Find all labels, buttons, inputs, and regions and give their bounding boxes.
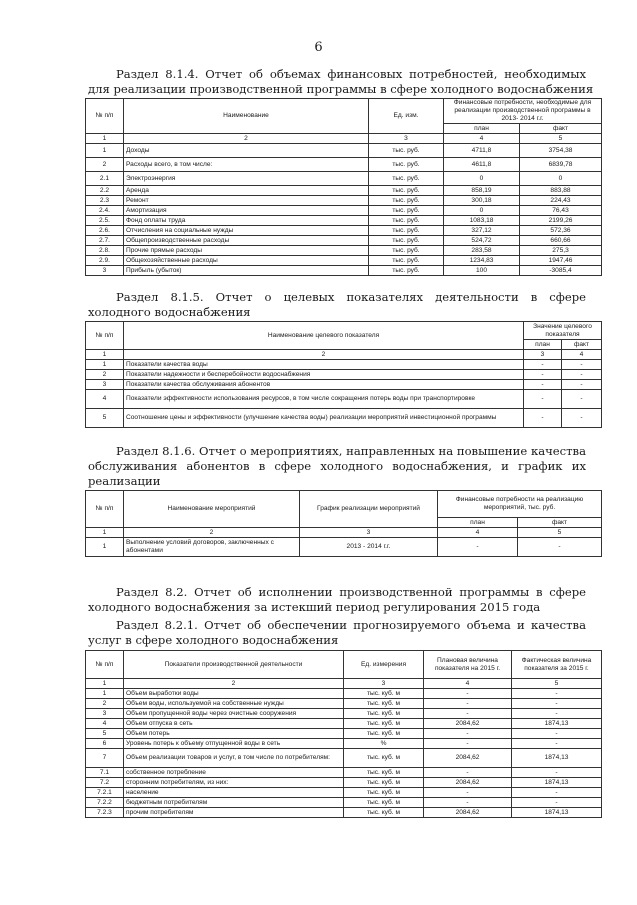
table-cell: Общепроизводственные расходы bbox=[124, 236, 369, 246]
column-number: 2 bbox=[124, 528, 300, 538]
table-cell: - bbox=[524, 360, 562, 370]
table-row bbox=[86, 172, 602, 186]
table-row bbox=[86, 538, 602, 557]
table-cell: 4711,8 bbox=[444, 144, 520, 158]
table-cell: - bbox=[512, 798, 602, 808]
table-cell: тыс. куб. м bbox=[344, 778, 424, 788]
table-cell: - bbox=[512, 699, 602, 709]
table-cell: - bbox=[562, 360, 602, 370]
section-8-1-6-title-line2: обслуживания абонентов в сфере холодного водоснабжения, и график их bbox=[88, 459, 586, 473]
table-cell: - bbox=[512, 729, 602, 739]
table-row bbox=[86, 246, 602, 256]
table-cell: Доходы bbox=[124, 144, 369, 158]
table-cell: 7.1 bbox=[86, 768, 124, 778]
column-number: 4 bbox=[444, 134, 520, 144]
table-cell: 1 bbox=[86, 689, 124, 699]
table-cell: тыс. куб. м bbox=[344, 768, 424, 778]
table-cell: Показатели надежности и бесперебойности водоснабжения bbox=[124, 370, 524, 380]
section-8-2-title-line1: Раздел 8.2. Отчет об исполнении производственной программы в сфере bbox=[116, 585, 586, 599]
table-cell: тыс. куб. м bbox=[344, 719, 424, 729]
col-header-finance: Финансовые потребности, необходимые для реализации производственной программы в 2013- 2014 г.г. bbox=[444, 99, 602, 124]
table-cell: 572,36 bbox=[520, 226, 602, 236]
table-cell: тыс. руб. bbox=[369, 196, 444, 206]
table-cell: 1234,83 bbox=[444, 256, 520, 266]
table-cell: 3754,38 bbox=[520, 144, 602, 158]
table-cell: % bbox=[344, 739, 424, 749]
table-cell: Выполнение условий договоров, заключенных с абонентами bbox=[124, 538, 300, 557]
table-cell: - bbox=[424, 729, 512, 739]
table-cell: Объем воды, используемой на собственные нужды bbox=[124, 699, 344, 709]
table-cell: 327,12 bbox=[444, 226, 520, 236]
table-cell: Объем выработки воды bbox=[124, 689, 344, 699]
table-cell: - bbox=[438, 538, 518, 557]
table-cell: тыс. руб. bbox=[369, 144, 444, 158]
table-cell: 2 bbox=[86, 699, 124, 709]
table-cell: прочим потребителям bbox=[124, 808, 344, 818]
table-cell: 76,43 bbox=[520, 206, 602, 216]
table-cell: 1947,46 bbox=[520, 256, 602, 266]
table-cell: 3 bbox=[86, 266, 124, 276]
section-8-2-1-title-line2: услуг в сфере холодного водоснабжения bbox=[88, 633, 339, 647]
table-cell: 0 bbox=[444, 206, 520, 216]
table-cell: 2084,62 bbox=[424, 808, 512, 818]
table-cell: 660,66 bbox=[520, 236, 602, 246]
table-cell: 1874,13 bbox=[512, 749, 602, 768]
table-cell: тыс. руб. bbox=[369, 186, 444, 196]
table-cell: 2.1 bbox=[86, 172, 124, 186]
table-cell: Уровень потерь к объему отпущенной воды в сеть bbox=[124, 739, 344, 749]
table-cell: 4 bbox=[86, 390, 124, 409]
col-header-plan: план bbox=[444, 124, 520, 134]
table-cell: Отчисления на социальные нужды bbox=[124, 226, 369, 236]
col-header-num: № п/п bbox=[86, 99, 124, 134]
section-8-1-6-title-line1: Раздел 8.1.6. Отчет о мероприятиях, направленных на повышение качества bbox=[116, 444, 586, 458]
column-number: 1 bbox=[86, 134, 124, 144]
col-header-name: Наименование мероприятий bbox=[124, 491, 300, 528]
table-cell: Объем потерь bbox=[124, 729, 344, 739]
table-cell: 5 bbox=[86, 409, 124, 428]
section-8-1-6-title-line3: реализации bbox=[88, 474, 161, 488]
column-number: 5 bbox=[512, 679, 602, 689]
col-header-plan: план bbox=[524, 340, 562, 350]
table-cell: тыс. куб. м bbox=[344, 749, 424, 768]
table-row bbox=[86, 739, 602, 749]
table-cell: 2.6. bbox=[86, 226, 124, 236]
table-cell: Электроэнергия bbox=[124, 172, 369, 186]
table-cell: 2 bbox=[86, 370, 124, 380]
col-header-name: Показатели производственной деятельности bbox=[124, 651, 344, 679]
column-number: 4 bbox=[562, 350, 602, 360]
col-header-unit: Ед. измерения bbox=[344, 651, 424, 679]
table-cell: - bbox=[524, 390, 562, 409]
table-row bbox=[86, 380, 602, 390]
table-cell: - bbox=[424, 788, 512, 798]
table-cell: тыс. руб. bbox=[369, 236, 444, 246]
table-cell: тыс. куб. м bbox=[344, 689, 424, 699]
table-row bbox=[86, 390, 602, 409]
table-row bbox=[86, 409, 602, 428]
table-cell: -3085,4 bbox=[520, 266, 602, 276]
table-cell: 7.2.1 bbox=[86, 788, 124, 798]
table-row bbox=[86, 266, 602, 276]
table-cell: тыс. руб. bbox=[369, 158, 444, 172]
table-cell: 883,88 bbox=[520, 186, 602, 196]
table-cell: 1083,18 bbox=[444, 216, 520, 226]
table-cell: 7.2.3 bbox=[86, 808, 124, 818]
table-cell: тыс. куб. м bbox=[344, 729, 424, 739]
table-row bbox=[86, 360, 602, 370]
col-header-num: № п/п bbox=[86, 491, 124, 528]
table-cell: - bbox=[524, 370, 562, 380]
table-cell: - bbox=[562, 390, 602, 409]
section-8-2-1-title-line1: Раздел 8.2.1. Отчет об обеспечении прогнозируемого объема и качества bbox=[116, 618, 586, 632]
table-row bbox=[86, 719, 602, 729]
table-row bbox=[86, 186, 602, 196]
table-cell: - bbox=[512, 788, 602, 798]
col-header-num: № п/п bbox=[86, 322, 124, 350]
table-cell: 7.2 bbox=[86, 778, 124, 788]
table-cell: Общехозяйственные расходы bbox=[124, 256, 369, 266]
table-row bbox=[86, 158, 602, 172]
table-row bbox=[86, 236, 602, 246]
table-cell: 2084,62 bbox=[424, 778, 512, 788]
table-row bbox=[86, 196, 602, 206]
column-number: 2 bbox=[124, 134, 369, 144]
col-header-fact: факт bbox=[518, 518, 602, 528]
table-cell: 3 bbox=[86, 380, 124, 390]
table-row bbox=[86, 768, 602, 778]
table-cell: 2199,26 bbox=[520, 216, 602, 226]
column-number: 2 bbox=[124, 679, 344, 689]
table-cell: 2084,62 bbox=[424, 719, 512, 729]
table-cell: - bbox=[518, 538, 602, 557]
table-cell: Амортизация bbox=[124, 206, 369, 216]
col-header-fact: факт bbox=[562, 340, 602, 350]
table-row bbox=[86, 788, 602, 798]
table-cell: Объем отпуска в сеть bbox=[124, 719, 344, 729]
table-cell: 858,19 bbox=[444, 186, 520, 196]
col-header-fact: Фактическая величина показателя за 2015 г. bbox=[512, 651, 602, 679]
table-cell: 2.3 bbox=[86, 196, 124, 206]
target-indicators-table bbox=[85, 321, 602, 428]
table-cell: тыс. руб. bbox=[369, 256, 444, 266]
table-cell: - bbox=[512, 689, 602, 699]
table-row bbox=[86, 699, 602, 709]
table-cell: Показатели качества воды bbox=[124, 360, 524, 370]
table-cell: 1874,13 bbox=[512, 719, 602, 729]
table-cell: 2.7. bbox=[86, 236, 124, 246]
col-header-fact: факт bbox=[520, 124, 602, 134]
table-cell: - bbox=[512, 768, 602, 778]
col-header-plan: план bbox=[438, 518, 518, 528]
col-header-unit: Ед. изм. bbox=[369, 99, 444, 134]
table-cell: тыс. руб. bbox=[369, 172, 444, 186]
table-cell: Объем реализации товаров и услуг, в том числе по потребителям: bbox=[124, 749, 344, 768]
table-row bbox=[86, 749, 602, 768]
table-cell: 4611,8 bbox=[444, 158, 520, 172]
table-cell: 7 bbox=[86, 749, 124, 768]
table-cell: Показатели качества обслуживания абонентов bbox=[124, 380, 524, 390]
table-row bbox=[86, 729, 602, 739]
table-cell: тыс. куб. м bbox=[344, 709, 424, 719]
table-cell: 7.2.2 bbox=[86, 798, 124, 808]
table-cell: - bbox=[424, 689, 512, 699]
table-cell: Объем пропущенной воды через очистные сооружения bbox=[124, 709, 344, 719]
table-cell: тыс. куб. м bbox=[344, 798, 424, 808]
col-header-num: № п/п bbox=[86, 651, 124, 679]
table-cell: 2.9. bbox=[86, 256, 124, 266]
table-cell: Прибыль (убыток) bbox=[124, 266, 369, 276]
table-cell: - bbox=[512, 739, 602, 749]
table-cell: - bbox=[424, 768, 512, 778]
section-8-2-title-line2: холодного водоснабжения за истекший период регулирования 2015 года bbox=[88, 600, 541, 614]
table-cell: 1874,13 bbox=[512, 778, 602, 788]
table-cell: 524,72 bbox=[444, 236, 520, 246]
column-number: 5 bbox=[520, 134, 602, 144]
section-8-1-4-title-line2: для реализации производственной программы в сфере холодного водоснабжения bbox=[88, 82, 594, 96]
section-8-1-5-title-line1: Раздел 8.1.5. Отчет о целевых показателях деятельности в сфере bbox=[116, 290, 586, 304]
table-cell: 1874,13 bbox=[512, 808, 602, 818]
table-row bbox=[86, 216, 602, 226]
table-cell: 2.5. bbox=[86, 216, 124, 226]
table-cell: - bbox=[512, 709, 602, 719]
column-number: 5 bbox=[518, 528, 602, 538]
table-cell: - bbox=[524, 409, 562, 428]
table-cell: Расходы всего, в том числе: bbox=[124, 158, 369, 172]
table-cell: Прочие прямые расходы bbox=[124, 246, 369, 256]
table-cell: 5 bbox=[86, 729, 124, 739]
section-8-1-4-title-line1: Раздел 8.1.4. Отчет об объемах финансовых потребностей, необходимых bbox=[116, 67, 586, 81]
table-cell: Фонд оплаты труда bbox=[124, 216, 369, 226]
column-number: 1 bbox=[86, 679, 124, 689]
table-cell: бюджетным потребителям bbox=[124, 798, 344, 808]
table-cell: тыс. куб. м bbox=[344, 808, 424, 818]
table-cell: собственное потребление bbox=[124, 768, 344, 778]
table-cell: - bbox=[424, 739, 512, 749]
table-cell: тыс. куб. м bbox=[344, 788, 424, 798]
production-volume-table bbox=[85, 650, 602, 818]
column-number: 3 bbox=[300, 528, 438, 538]
table-cell: 275,3 bbox=[520, 246, 602, 256]
table-cell: 6839,78 bbox=[520, 158, 602, 172]
column-number: 1 bbox=[86, 528, 124, 538]
table-cell: - bbox=[424, 709, 512, 719]
table-row bbox=[86, 226, 602, 236]
table-cell: 4 bbox=[86, 719, 124, 729]
table-row bbox=[86, 256, 602, 266]
table-cell: 1 bbox=[86, 360, 124, 370]
table-cell: - bbox=[524, 380, 562, 390]
table-cell: 1 bbox=[86, 538, 124, 557]
table-row bbox=[86, 689, 602, 699]
column-number: 1 bbox=[86, 350, 124, 360]
table-row bbox=[86, 370, 602, 380]
table-cell: 2.2 bbox=[86, 186, 124, 196]
table-cell: 0 bbox=[520, 172, 602, 186]
table-cell: 6 bbox=[86, 739, 124, 749]
column-number: 2 bbox=[124, 350, 524, 360]
table-cell: тыс. руб. bbox=[369, 216, 444, 226]
table-cell: тыс. руб. bbox=[369, 226, 444, 236]
column-number: 3 bbox=[524, 350, 562, 360]
col-header-value: Значение целевого показателя bbox=[524, 322, 602, 340]
table-row bbox=[86, 808, 602, 818]
table-cell: 2.8. bbox=[86, 246, 124, 256]
table-cell: - bbox=[562, 409, 602, 428]
col-header-schedule: График реализации мероприятий bbox=[300, 491, 438, 528]
table-cell: 100 bbox=[444, 266, 520, 276]
table-row bbox=[86, 798, 602, 808]
table-cell: Ремонт bbox=[124, 196, 369, 206]
table-cell: 0 bbox=[444, 172, 520, 186]
column-number: 4 bbox=[424, 679, 512, 689]
table-row bbox=[86, 144, 602, 158]
table-cell: 224,43 bbox=[520, 196, 602, 206]
finance-needs-table bbox=[85, 98, 602, 276]
table-cell: 2.4. bbox=[86, 206, 124, 216]
table-cell: 2084,62 bbox=[424, 749, 512, 768]
table-cell: - bbox=[562, 380, 602, 390]
page-number: 6 bbox=[314, 40, 323, 55]
table-cell: сторонним потребителям, из них: bbox=[124, 778, 344, 788]
table-cell: Соотношение цены и эффективности (улучшение качества воды) реализации мероприятий инвестиционной программы bbox=[124, 409, 524, 428]
table-cell: 300,18 bbox=[444, 196, 520, 206]
column-number: 3 bbox=[369, 134, 444, 144]
table-cell: 283,58 bbox=[444, 246, 520, 256]
table-cell: 2013 - 2014 г.г. bbox=[300, 538, 438, 557]
table-cell: тыс. куб. м bbox=[344, 699, 424, 709]
table-cell: - bbox=[424, 699, 512, 709]
col-header-finance: Финансовые потребности на реализацию мероприятий, тыс. руб. bbox=[438, 491, 602, 518]
table-cell: тыс. руб. bbox=[369, 206, 444, 216]
column-number: 4 bbox=[438, 528, 518, 538]
table-cell: - bbox=[562, 370, 602, 380]
table-cell: - bbox=[424, 798, 512, 808]
table-cell: 2 bbox=[86, 158, 124, 172]
col-header-plan: Плановая величина показателя на 2015 г. bbox=[424, 651, 512, 679]
table-row bbox=[86, 709, 602, 719]
col-header-name: Наименование bbox=[124, 99, 369, 134]
table-row bbox=[86, 778, 602, 788]
table-cell: 3 bbox=[86, 709, 124, 719]
column-number: 3 bbox=[344, 679, 424, 689]
table-cell: Аренда bbox=[124, 186, 369, 196]
table-row bbox=[86, 206, 602, 216]
table-cell: тыс. руб. bbox=[369, 246, 444, 256]
table-cell: 1 bbox=[86, 144, 124, 158]
service-measures-table bbox=[85, 490, 602, 557]
section-8-1-5-title-line2: холодного водоснабжения bbox=[88, 305, 251, 319]
col-header-name: Наименование целевого показателя bbox=[124, 322, 524, 350]
table-cell: население bbox=[124, 788, 344, 798]
table-cell: тыс. руб. bbox=[369, 266, 444, 276]
table-cell: Показатели эффективности использования ресурсов, в том числе сокращения потерь воды при транспортировке bbox=[124, 390, 524, 409]
